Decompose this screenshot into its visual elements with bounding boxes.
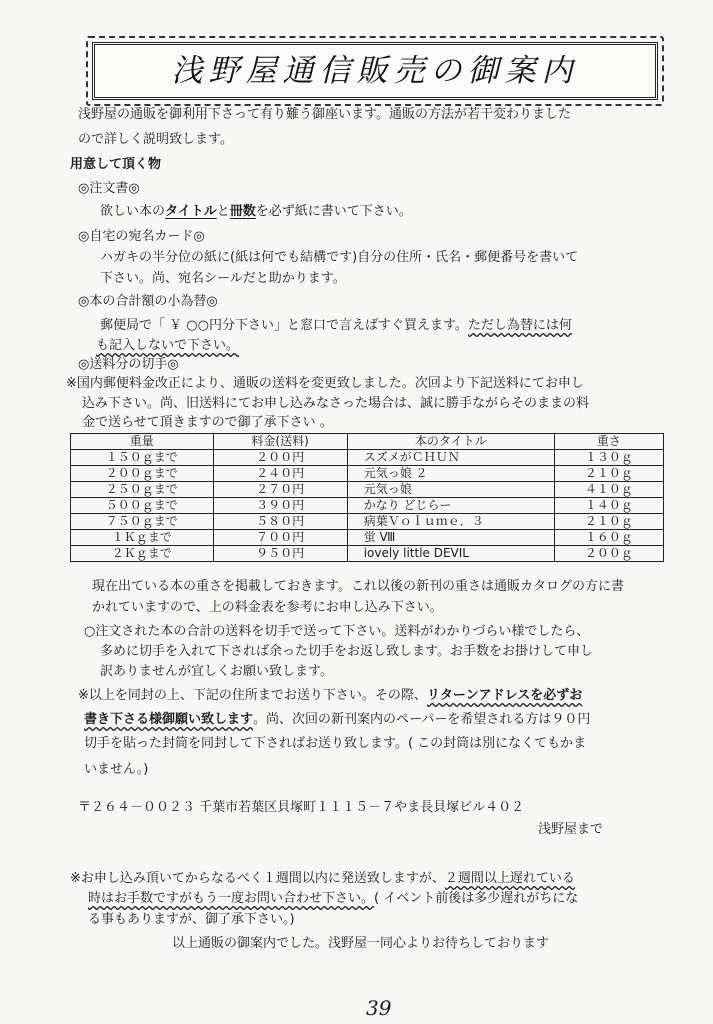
address-card-heading: ◎自宅の宛名カード◎	[78, 229, 205, 244]
table-row	[71, 450, 664, 466]
header-weight: 重量	[71, 434, 214, 450]
shipping-rate-table	[70, 433, 664, 562]
table-row	[71, 514, 664, 530]
table-row	[71, 546, 664, 562]
total-note-line-1: ○注文された本の合計の送料を切手で送って下さい。送料がわかりづらい様でしたら、	[84, 624, 590, 639]
cell-book-title: スズメがＣＨＵＮ	[347, 450, 554, 466]
weights-note-line-1: 現在出ている本の重さを掲載しておきます。これ以後の新刊の重さは通販カタログの方に書	[92, 579, 624, 594]
money-order-text: 郵便局で「 ￥ ○○円分下さい」と窓口で言えばすぐ買えます。	[100, 318, 468, 333]
money-order-line-2	[96, 336, 239, 355]
cell-book-weight: １３０ｇ	[554, 450, 663, 466]
cell-weight: ２００ｇまで	[71, 466, 214, 482]
title-banner	[92, 42, 658, 100]
enclose-note-line-1	[78, 686, 582, 705]
header-book-title: 本のタイトル	[347, 434, 554, 450]
cell-book-title: 元気っ娘 ２	[347, 466, 554, 482]
cell-weight: ５００ｇまで	[71, 498, 214, 514]
shipping-note-line-1	[70, 869, 575, 888]
order-form-heading: ◎注文書◎	[78, 181, 140, 196]
header-fee: 料金(送料)	[213, 434, 347, 450]
order-form-count-emphasis: 冊数	[229, 204, 256, 219]
order-form-text-post: を必ず紙に書いて下さい。	[255, 204, 412, 219]
cell-fee: ９５０円	[213, 546, 347, 562]
cell-book-title: 蛍 Ⅷ	[347, 530, 554, 546]
total-note-line-2: 多めに切手を入れて下されば余った切手をお返し致します。お手数をお掛けして申し	[100, 644, 593, 659]
cell-book-weight: ４１０ｇ	[554, 482, 663, 498]
cell-book-weight: １４０ｇ	[554, 498, 663, 514]
shipping-note-event-text: ( イベント前後は多少遅れがちにな	[374, 891, 579, 906]
order-form-title-emphasis: タイトル	[165, 204, 217, 219]
money-order-line-1	[100, 316, 572, 335]
cell-book-title: かなり どじらー	[347, 498, 554, 514]
cell-fee: ７００円	[213, 530, 347, 546]
total-note-line-3: 訳ありませんが宜しくお願い致します。	[100, 664, 333, 679]
table-row	[71, 482, 664, 498]
return-address-emphasis-2: 書き下さる様御願い致します	[84, 712, 254, 727]
cell-weight: ２５０ｇまで	[71, 482, 214, 498]
table-header-row	[71, 434, 664, 450]
money-order-heading: ◎本の合計額の小為替◎	[78, 294, 218, 309]
enclose-note-line-3: 切手を貼った封筒を同封して下さればお送り致します。( この封筒は別になくてもかま	[84, 736, 587, 751]
cell-book-weight: １６０ｇ	[554, 530, 663, 546]
mailing-recipient: 浅野屋まで	[538, 822, 604, 837]
intro-line-2: ので詳しく説明致します。	[78, 132, 233, 147]
money-order-warning-1: ただし為替には何	[467, 318, 572, 333]
cell-weight: ７５０ｇまで	[71, 514, 214, 530]
table-row	[71, 466, 664, 482]
return-address-emphasis-1: リターンアドレスを必ずお	[426, 688, 583, 703]
stamps-line-2: 込み下さい。尚、旧送料にてお申し込みなさった場合は、誠に勝手ながらそのままの料	[82, 396, 590, 411]
enclose-note-line-2	[84, 710, 590, 729]
order-form-text-pre: 欲しい本の	[100, 204, 166, 219]
shipping-note-line-3: る事もありますが、御了承下さい。)	[88, 912, 295, 927]
enclose-note-text: ※以上を同封の上、下記の住所までお送り下さい。その際、	[78, 688, 427, 703]
cell-fee: ２００円	[213, 450, 347, 466]
table-row	[71, 498, 664, 514]
header-book-weight: 重さ	[554, 434, 663, 450]
prepare-heading: 用意して頂く物	[70, 157, 162, 172]
money-order-warning-2: も記入しないで下さい。	[96, 338, 240, 353]
shipping-note-line-2	[88, 889, 578, 908]
cell-book-weight: ２１０ｇ	[554, 514, 663, 530]
shipping-note-text: ※お申し込み頂いてからなるべく１週間以内に発送致しますが、	[70, 871, 445, 886]
stamps-line-3: 金で送らせて頂きますので御了承下さい 。	[82, 415, 333, 430]
address-card-line-1: ハガキの半分位の紙に(紙は何でも結構です)自分の住所・氏名・郵便番号を書いて	[100, 250, 579, 265]
page-title: 浅野屋通信販売の御案内	[171, 52, 579, 89]
enclose-note-paper-text: 。尚、次回の新刊案内のペーパーを希望される方は９０円	[253, 712, 591, 727]
intro-line-1: 浅野屋の通販を御利用下さって有り難う御座います。通販の方法が若干変わりました	[78, 107, 571, 122]
table-row	[71, 530, 664, 546]
cell-fee: ２７０円	[213, 482, 347, 498]
cell-weight: ２Ｋｇまで	[71, 546, 214, 562]
cell-book-title: 元気っ娘	[347, 482, 554, 498]
order-form-line	[100, 202, 412, 221]
cell-fee: ２４０円	[213, 466, 347, 482]
mailing-address: 〒２６４－００２３ 千葉市若葉区貝塚町１１１５－７やま長貝塚ビル４０２	[78, 800, 525, 815]
order-form-text-mid: と	[216, 204, 230, 219]
shipping-delay-warning-2: 時はお手数ですがもう一度お問い合わせ下さい。	[88, 891, 375, 906]
cell-weight: １５０ｇまで	[71, 450, 214, 466]
weights-note-line-2: かれていますので、上の料金表を参考にお申し込み下さい。	[92, 600, 443, 615]
cell-fee: ３９０円	[213, 498, 347, 514]
cell-book-weight: ２１０ｇ	[554, 466, 663, 482]
closing-message: 以上通販の御案内でした。浅野屋一同心よりお待ちしております	[172, 936, 550, 951]
cell-book-title: iovely little DEVIL	[347, 546, 554, 562]
enclose-note-line-4: いません。)	[84, 762, 149, 777]
cell-weight: １Ｋｇまで	[71, 530, 214, 546]
cell-book-title: 病葉Ｖｏｌｕｍｅ．３	[347, 514, 554, 530]
stamps-heading: ◎送料分の切手◎	[78, 357, 179, 372]
shipping-delay-warning-1: ２週間以上遅れている	[444, 871, 575, 886]
stamps-line-1: ※国内郵便料金改正により、通販の送料を変更致しました。次回より下記送料にてお申し	[66, 376, 584, 391]
cell-fee: ５８０円	[213, 514, 347, 530]
cell-book-weight: ２００ｇ	[554, 546, 663, 562]
page-number: 39	[366, 996, 392, 1020]
address-card-line-2: 下さい。尚、宛名シールだと助かります。	[100, 271, 346, 286]
